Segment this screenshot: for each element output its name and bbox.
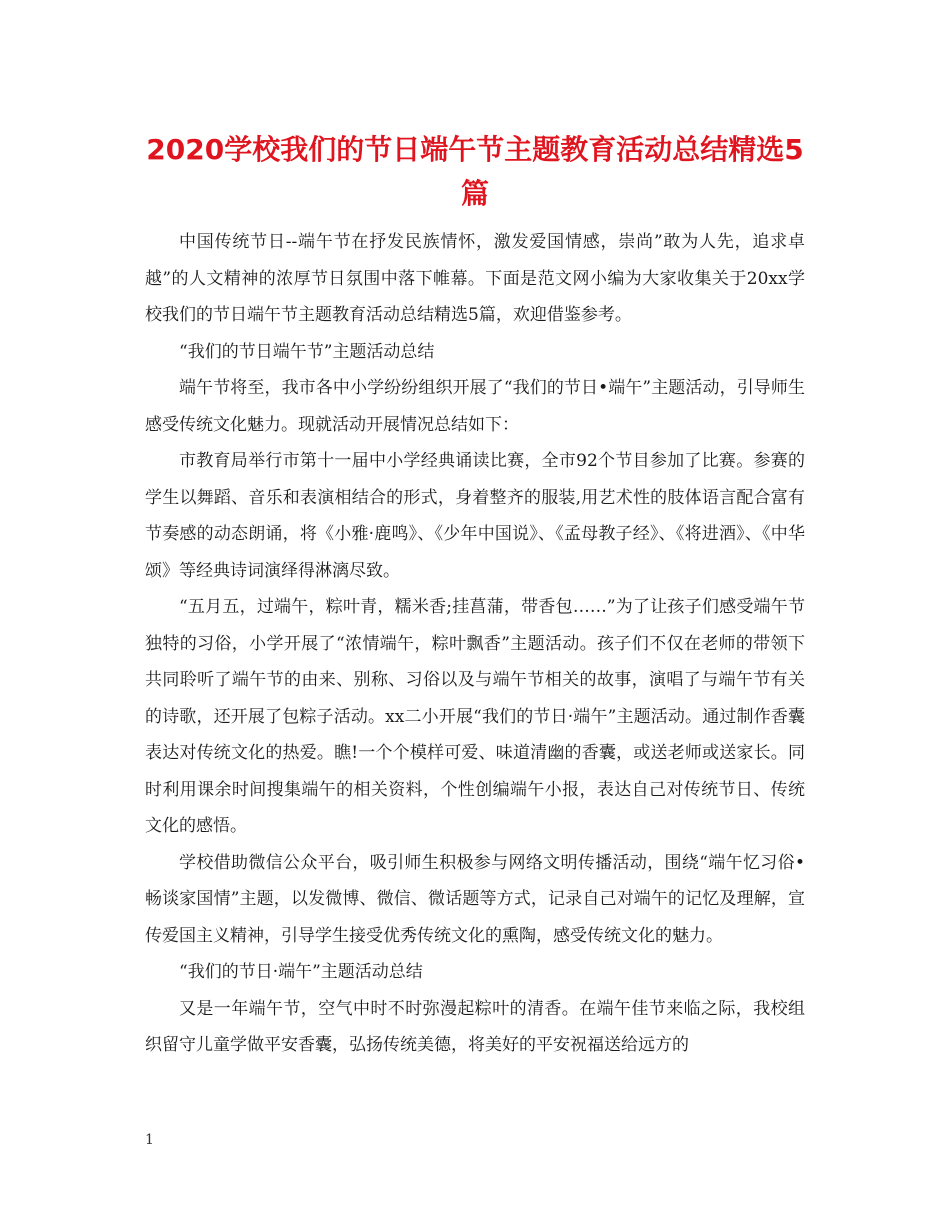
document-body bbox=[145, 224, 805, 1064]
paragraph: 又是一年端午节，空气中时不时弥漫起粽叶的清香。在端午佳节来临之际，我校组织留守儿童学做平安香囊，弘扬传统美德，将美好的平安祝福送给远方的 bbox=[145, 998, 805, 1055]
section-heading-2: “我们的节日·端午”主题活动总结 bbox=[179, 962, 423, 982]
document-title: 2020学校我们的节日端午节主题教育活动总结精选5篇 bbox=[146, 133, 804, 210]
paragraph: “五月五，过端午，粽叶青，糯米香;挂菖蒲，带香包……”为了让孩子们感受端午节独特的习俗，小学开展了“浓情端午，粽叶飘香”主题活动。孩子们不仅在老师的带领下共同聆听了端午节的由来、别称、习俗以及与端午节相关的故事，演唱了与端午节有关的诗歌，还开展了包粽子活动。xx二小开展“我们的节日·端午”主题活动。通过制作香囊表达对传统文化的热爱。瞧!一个个模样可爱、味道清幽的香囊，或送老师或送家长。同时利用课余时间搜集端午的相关资料，个性创编端午小报，表达自己对传统节日、传统文化的感悟。 bbox=[145, 597, 805, 836]
paragraph: 学校借助微信公众平台，吸引师生积极参与网络文明传播活动，围绕“端午忆习俗•畅谈家国情”主题，以发微博、微信、微话题等方式，记录自己对端午的记忆及理解，宣传爱国主义精神，引导学生接受优秀传统文化的熏陶，感受传统文化的魅力。 bbox=[145, 852, 805, 946]
section-heading-1: “我们的节日端午节”主题活动总结 bbox=[179, 341, 435, 362]
page-number: 1 bbox=[145, 1132, 154, 1148]
paragraph: 端午节将至，我市各中小学纷纷组织开展了“我们的节日•端午”主题活动，引导师生感受传统文化魅力。现就活动开展情况总结如下： bbox=[145, 378, 805, 435]
paragraph-intro: 中国传统节日--端午节在抒发民族情怀，激发爱国情感，崇尚”敢为人先，追求卓越”的人文精神的浓厚节日氛围中落下帷幕。下面是范文网小编为大家收集关于20xx学校我们的节日端午节主题教育活动总结精选5篇，欢迎借鉴参考。 bbox=[145, 232, 805, 325]
paragraph: 市教育局举行市第十一届中小学经典诵读比赛，全市92个节目参加了比赛。参赛的学生以舞蹈、音乐和表演相结合的形式，身着整齐的服装,用艺术性的肢体语言配合富有节奏感的动态朗诵，将《小雅·鹿鸣》、《少年中国说》、《孟母教子经》、《将进酒》、《中华颂》等经典诗词演绎得淋漓尽致。 bbox=[145, 451, 805, 581]
